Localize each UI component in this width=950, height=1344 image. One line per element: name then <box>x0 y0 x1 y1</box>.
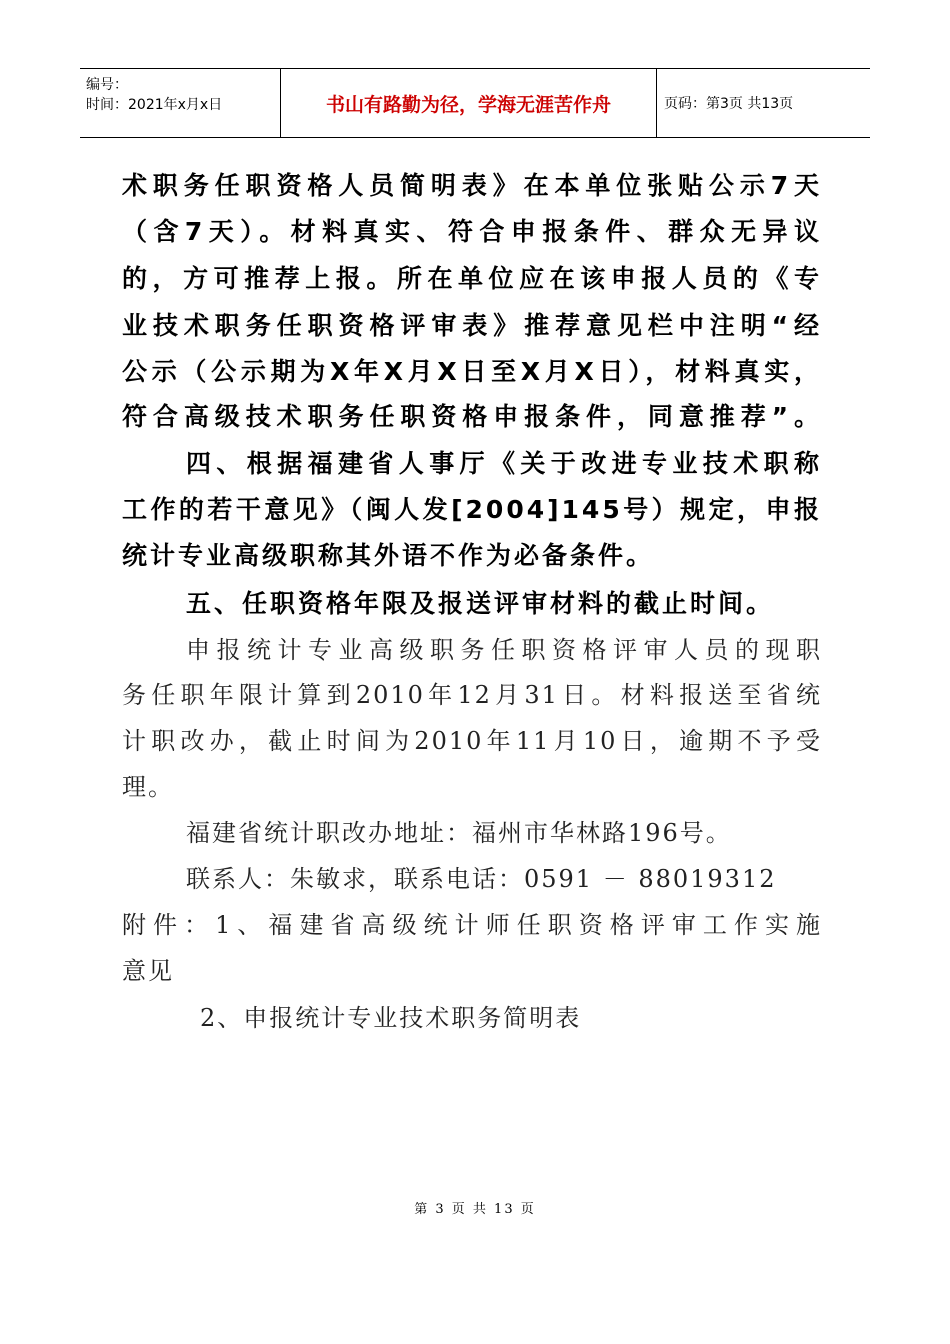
body-line: （含7天）。材料真实、符合申报条件、群众无异议 <box>122 217 822 246</box>
page-header <box>80 68 870 138</box>
header-divider <box>656 69 657 137</box>
header-meta <box>86 75 222 115</box>
section-four-heading: 四、根据福建省人事厅《关于改进专业技术职称 <box>186 449 822 478</box>
body-line: 符合高级技术职务任职资格申报条件，同意推荐”。 <box>122 402 822 431</box>
body-line: 务任职年限计算到2010年12月31日。材料报送至省统 <box>122 681 822 709</box>
body-line: 计职改办，截止时间为2010年11月10日，逾期不予受 <box>122 727 822 755</box>
serial-number: 编号： <box>86 77 128 93</box>
section-five-heading: 五、任职资格年限及报送评审材料的截止时间。 <box>186 589 775 618</box>
body-line: 统计专业高级职称其外语不作为必备条件。 <box>122 541 655 570</box>
body-line: 业技术职务任职资格评审表》推荐意见栏中注明“经 <box>122 311 822 340</box>
header-page-number: 页码：第3页 共13页 <box>664 96 794 112</box>
body-line: 申报统计专业高级职务任职资格评审人员的现职 <box>186 636 822 664</box>
body-line: 的，方可推荐上报。所在单位应在该申报人员的《专 <box>122 264 822 293</box>
office-address: 福建省统计职改办地址：福州市华林路196号。 <box>186 819 732 847</box>
attachment-line: 2、申报统计专业技术职务简明表 <box>200 1004 582 1032</box>
date-line: 时间：2021年x月x日 <box>86 97 223 113</box>
page-footer: 第 3 页 共 13 页 <box>414 1202 536 1217</box>
body-line: 意见 <box>122 957 174 985</box>
attachment-line: 附件：1、福建省高级统计师任职资格评审工作实施 <box>122 911 822 939</box>
body-line: 公示（公示期为X年X月X日至X月X日），材料真实， <box>122 357 822 386</box>
contact-line: 联系人：朱敏求，联系电话：0591 － 88019312 <box>186 865 777 893</box>
header-motto: 书山有路勤为径，学海无涯苦作舟 <box>325 93 611 116</box>
body-line: 理。 <box>122 773 174 801</box>
body-line: 工作的若干意见》（闽人发[2004]145号）规定，申报 <box>122 495 822 524</box>
body-line: 术职务任职资格人员简明表》在本单位张贴公示7天 <box>122 171 822 200</box>
